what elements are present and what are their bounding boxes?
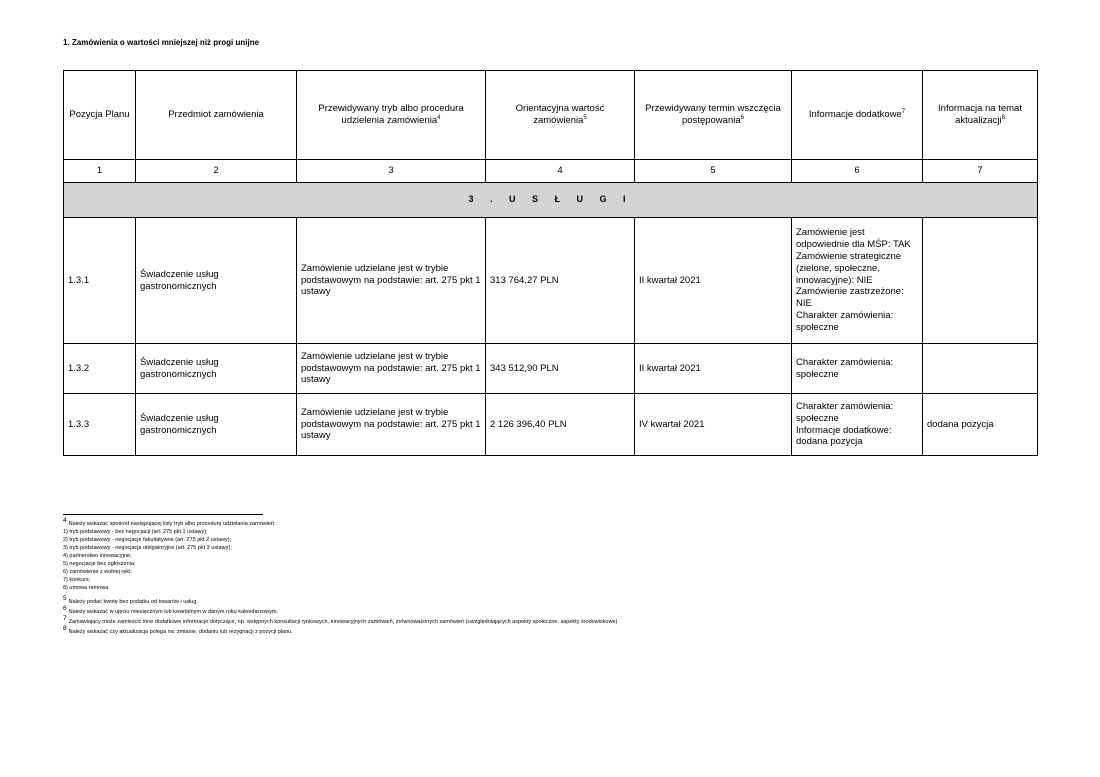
column-number: 4	[486, 160, 635, 183]
column-number: 7	[923, 160, 1038, 183]
cell-przedmiot: Świadczenie usług gastronomicznych	[136, 394, 297, 456]
info-line: Charakter zamówienia: społeczne	[796, 400, 894, 424]
footnote-line: 3) tryb podstawowy - negocjacje obligatoryjne (art. 275 pkt 3 ustawy);	[63, 545, 232, 551]
footnote-mark: 5	[63, 595, 67, 603]
footnote-line: 6 Należy wskazać w ujęciu miesięcznym lub kwartalnym w danym roku kalendarzowym.	[63, 605, 279, 615]
cell-tryb: Zamówienie udzielane jest w trybie podstawowym na podstawie: art. 275 pkt 1 ustawy	[297, 394, 486, 456]
info-line: Zamówienie zastrzeżone: NIE	[796, 286, 904, 310]
cell-aktualizacja: dodana pozycja	[923, 394, 1038, 456]
footnotes	[63, 517, 1043, 638]
table-row	[64, 344, 1038, 394]
section-title: 3 . U S Ł U G I	[64, 183, 1038, 218]
cell-pozycja: 1.3.1	[64, 218, 136, 344]
footnote-line: 6) zamówienie z wolnej ręki;	[63, 569, 132, 575]
column-number: 3	[297, 160, 486, 183]
footnote-line: 5) negocjacje bez ogłoszenia;	[63, 561, 136, 567]
header-row	[64, 71, 1038, 160]
cell-informacje	[792, 394, 923, 456]
footnote-7	[63, 615, 1043, 626]
cell-informacje	[792, 344, 923, 394]
section-heading: 1. Zamówienia o wartości mniejszej niż progi unijne	[63, 38, 260, 47]
table-row	[64, 218, 1038, 344]
footnote-line: 5 Należy podać kwotę bez podatku od towarów i usług.	[63, 595, 198, 605]
cell-termin: II kwartał 2021	[635, 344, 792, 394]
cell-termin: IV kwartał 2021	[635, 394, 792, 456]
cell-przedmiot: Świadczenie usług gastronomicznych	[136, 344, 297, 394]
header-cell: Przedmiot zamówienia	[136, 71, 297, 160]
table-row	[64, 394, 1038, 456]
info-line: Zamówienie strategiczne (zielone, społeczne, innowacyjne): NIE	[796, 250, 902, 286]
info-line: Charakter zamówienia: społeczne	[796, 356, 894, 380]
header-cell: Informacja na temat aktualizacji$^8$	[923, 71, 1038, 160]
footnote-6	[63, 605, 1043, 616]
cell-pozycja: 1.3.3	[64, 394, 136, 456]
cell-aktualizacja	[923, 218, 1038, 344]
cell-przedmiot: Świadczenie usług gastronomicznych	[136, 218, 297, 344]
cell-tryb: Zamówienie udzielane jest w trybie podstawowym na podstawie: art. 275 pkt 1 ustawy	[297, 344, 486, 394]
header-cell: Przewidywany tryb albo procedura udzielenia zamówienia$^4$	[297, 71, 486, 160]
cell-tryb: Zamówienie udzielane jest w trybie podstawowym na podstawie: art. 275 pkt 1 ustawy	[297, 218, 486, 344]
footnote-line: 1) tryb podstawowy - bez negocjacji (art. 275 pkt 1 ustawy);	[63, 529, 208, 535]
cell-wartosc: 343 512,90 PLN	[486, 344, 635, 394]
header-cell: Pozycja Planu	[64, 71, 136, 160]
info-line: Zamówienie jest odpowiednie dla MŚP: TAK	[796, 227, 911, 250]
cell-informacje	[792, 218, 923, 344]
column-number: 5	[635, 160, 792, 183]
section-row-uslugi	[64, 183, 1038, 218]
footnote-line: 4) partnerstwo innowacyjne;	[63, 553, 132, 559]
footnote-line: 4 Należy wskazać spośród następującej listy tryb albo procedurę udzielania zamówień:	[63, 517, 276, 527]
info-line: Charakter zamówienia: społeczne	[796, 310, 894, 334]
footnote-5	[63, 595, 1043, 606]
footnote-mark: 8	[63, 625, 67, 633]
cell-aktualizacja	[923, 344, 1038, 394]
info-line: Informacje dodatkowe: dodana pozycja	[796, 424, 892, 448]
footnote-4	[63, 517, 1043, 592]
footnote-divider	[63, 514, 263, 515]
header-cell: Orientacyjna wartość zamówienia$^5$	[486, 71, 635, 160]
footnote-8	[63, 625, 1043, 636]
cell-wartosc: 313 764,27 PLN	[486, 218, 635, 344]
footnote-line: 2) tryb podstawowy - negocjacje fakultatywne (art. 275 pkt 2 ustawy);	[63, 537, 232, 543]
footnote-mark: 7	[63, 615, 67, 623]
column-number-row	[64, 160, 1038, 183]
footnote-line: 8) umowa ramowa.	[63, 585, 110, 591]
footnote-line: 8 Należy wskazać czy aktualizacja polega na: zmianie, dodaniu lub rezygnacji z pozycji planu.	[63, 625, 293, 635]
header-cell: Przewidywany termin wszczęcia postępowania$^6$	[635, 71, 792, 160]
footnote-line: 7) konkurs;	[63, 577, 91, 583]
footnote-line: 7 Zamawiający może zamieścić inne dodatkowe informacje dotyczące, np. wstępnych konsultacji rynkowych, innowacyjnych zamówień, zrównoważonych zamówień (uwzględniających aspekty społeczne, aspekty środowiskowe).	[63, 615, 619, 625]
cell-wartosc: 2 126 396,40 PLN	[486, 394, 635, 456]
footnote-mark: 6	[63, 605, 67, 613]
footnote-mark: 4	[63, 517, 67, 525]
header-cell: Informacje dodatkowe$^7$	[792, 71, 923, 160]
cell-pozycja: 1.3.2	[64, 344, 136, 394]
cell-termin: II kwartał 2021	[635, 218, 792, 344]
column-number: 6	[792, 160, 923, 183]
procurement-plan-table	[63, 70, 1038, 456]
column-number: 2	[136, 160, 297, 183]
column-number: 1	[64, 160, 136, 183]
